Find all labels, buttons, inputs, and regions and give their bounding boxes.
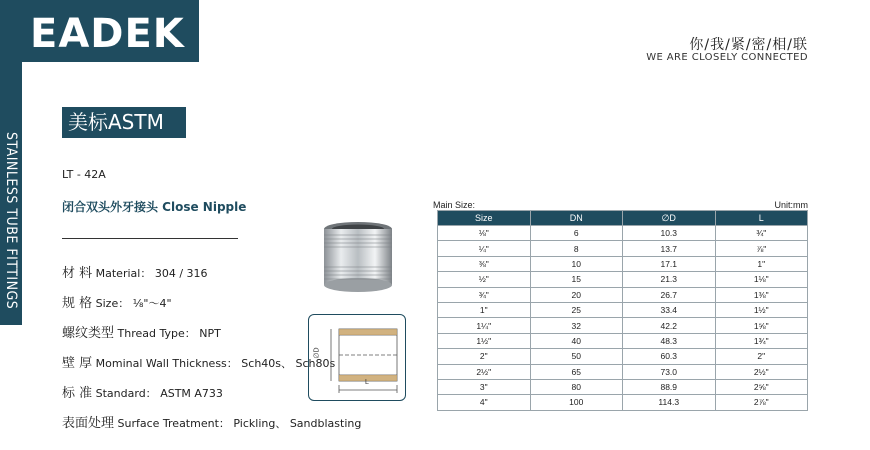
spec-material [62,262,208,281]
product-code: LT - 42A [62,168,106,181]
cell-od: 26.7 [623,287,716,302]
header-outer-diameter: ∅D [623,211,716,226]
cell-size: 4" [438,395,531,410]
spec-thread-type [62,322,221,341]
table-row [438,226,808,241]
spec-value: NPT [199,327,221,340]
cell-length: 1½" [715,302,808,317]
technical-drawing [308,314,406,401]
cell-dn: 15 [530,272,623,287]
cell-dn: 40 [530,333,623,348]
cell-dn: 100 [530,395,623,410]
table-row [438,349,808,364]
table-row [438,318,808,333]
cell-length: ¾" [715,226,808,241]
spec-value: Sch40s、 Sch80s [241,357,336,370]
spec-value: ⅛"～4" [132,297,172,310]
table-unit: Unit:mm [774,200,808,210]
side-band [0,62,22,325]
cell-length: 2" [715,349,808,364]
size-table [437,210,808,411]
product-photo [316,219,400,295]
cell-od: 10.3 [623,226,716,241]
spec-label-cn: 表面处理 [62,416,115,431]
side-category-label: STAINLESS TUBE FITTINGS [3,132,19,310]
cell-od: 21.3 [623,272,716,287]
spec-label-en: Size： [95,297,130,310]
spec-wall-thickness [62,352,335,371]
cell-length: 1⅝" [715,318,808,333]
table-row [438,272,808,287]
cell-size: 2" [438,349,531,364]
spec-label-en: Material： [95,267,152,280]
spec-value: Pickling、 Sandblasting [233,417,362,430]
header-size: Size [438,211,531,226]
cell-od: 17.1 [623,256,716,271]
company-logo: EADEK [30,11,185,57]
cell-dn: 25 [530,302,623,317]
table-caption: Main Size: [433,200,476,210]
cell-size: 1" [438,302,531,317]
cell-size: 3" [438,379,531,394]
spec-label-cn: 标 准 [62,386,93,401]
cell-length: ⅞" [715,241,808,256]
spec-label-en: Mominal Wall Thickness： [95,357,238,370]
cell-od: 48.3 [623,333,716,348]
cell-length: 2⅞" [715,395,808,410]
table-row [438,395,808,410]
cell-length: 1" [715,256,808,271]
table-header-row [438,211,808,226]
cell-length: 2⅝" [715,379,808,394]
dimension-l-label: L [365,379,369,386]
cell-dn: 6 [530,226,623,241]
spec-value: 304 / 316 [154,267,208,280]
dimension-d-label: ∅D [313,347,321,359]
cell-dn: 50 [530,349,623,364]
cell-size: ½" [438,272,531,287]
cell-size: ¼" [438,241,531,256]
spec-standard [62,382,223,401]
table-row [438,256,808,271]
brand-block [0,0,199,62]
cell-dn: 8 [530,241,623,256]
table-row [438,241,808,256]
spec-surface-treatment [62,412,361,431]
cell-size: 1¼" [438,318,531,333]
cell-od: 60.3 [623,349,716,364]
cell-size: ⅜" [438,256,531,271]
cell-length: 2½" [715,364,808,379]
cell-od: 88.9 [623,379,716,394]
spec-label-en: Standard： [95,387,157,400]
cell-od: 33.4 [623,302,716,317]
spec-value: ASTM A733 [160,387,223,400]
spec-label-cn: 材 料 [62,266,93,281]
spec-size [62,292,172,311]
cell-size: 1½" [438,333,531,348]
header-length: L [715,211,808,226]
cell-length: 1⅛" [715,272,808,287]
cell-od: 73.0 [623,364,716,379]
cell-size: 2½" [438,364,531,379]
cell-dn: 32 [530,318,623,333]
spec-label-en: Thread Type： [117,327,196,340]
cell-size: ¾" [438,287,531,302]
spec-label-cn: 规 格 [62,296,93,311]
cell-dn: 20 [530,287,623,302]
cell-dn: 10 [530,256,623,271]
slogan-chinese: 你/我/紧/密/相/联 [689,37,808,53]
header-dn: DN [530,211,623,226]
cell-length: 1¾" [715,333,808,348]
cell-od: 13.7 [623,241,716,256]
divider [62,238,238,239]
table-row [438,379,808,394]
table-row [438,333,808,348]
table-row [438,287,808,302]
table-row [438,364,808,379]
table-row [438,302,808,317]
cell-dn: 65 [530,364,623,379]
cell-size: ⅛" [438,226,531,241]
spec-label-cn: 螺纹类型 [62,326,115,341]
standard-title: 美标ASTM [62,107,186,138]
product-name: 闭合双头外牙接头 Close Nipple [62,200,247,214]
slogan-english: WE ARE CLOSELY CONNECTED [646,52,808,63]
cell-dn: 80 [530,379,623,394]
cell-od: 42.2 [623,318,716,333]
spec-label-cn: 壁 厚 [62,356,93,371]
cell-length: 1⅜" [715,287,808,302]
spec-label-en: Surface Treatment： [117,417,230,430]
cell-od: 114.3 [623,395,716,410]
